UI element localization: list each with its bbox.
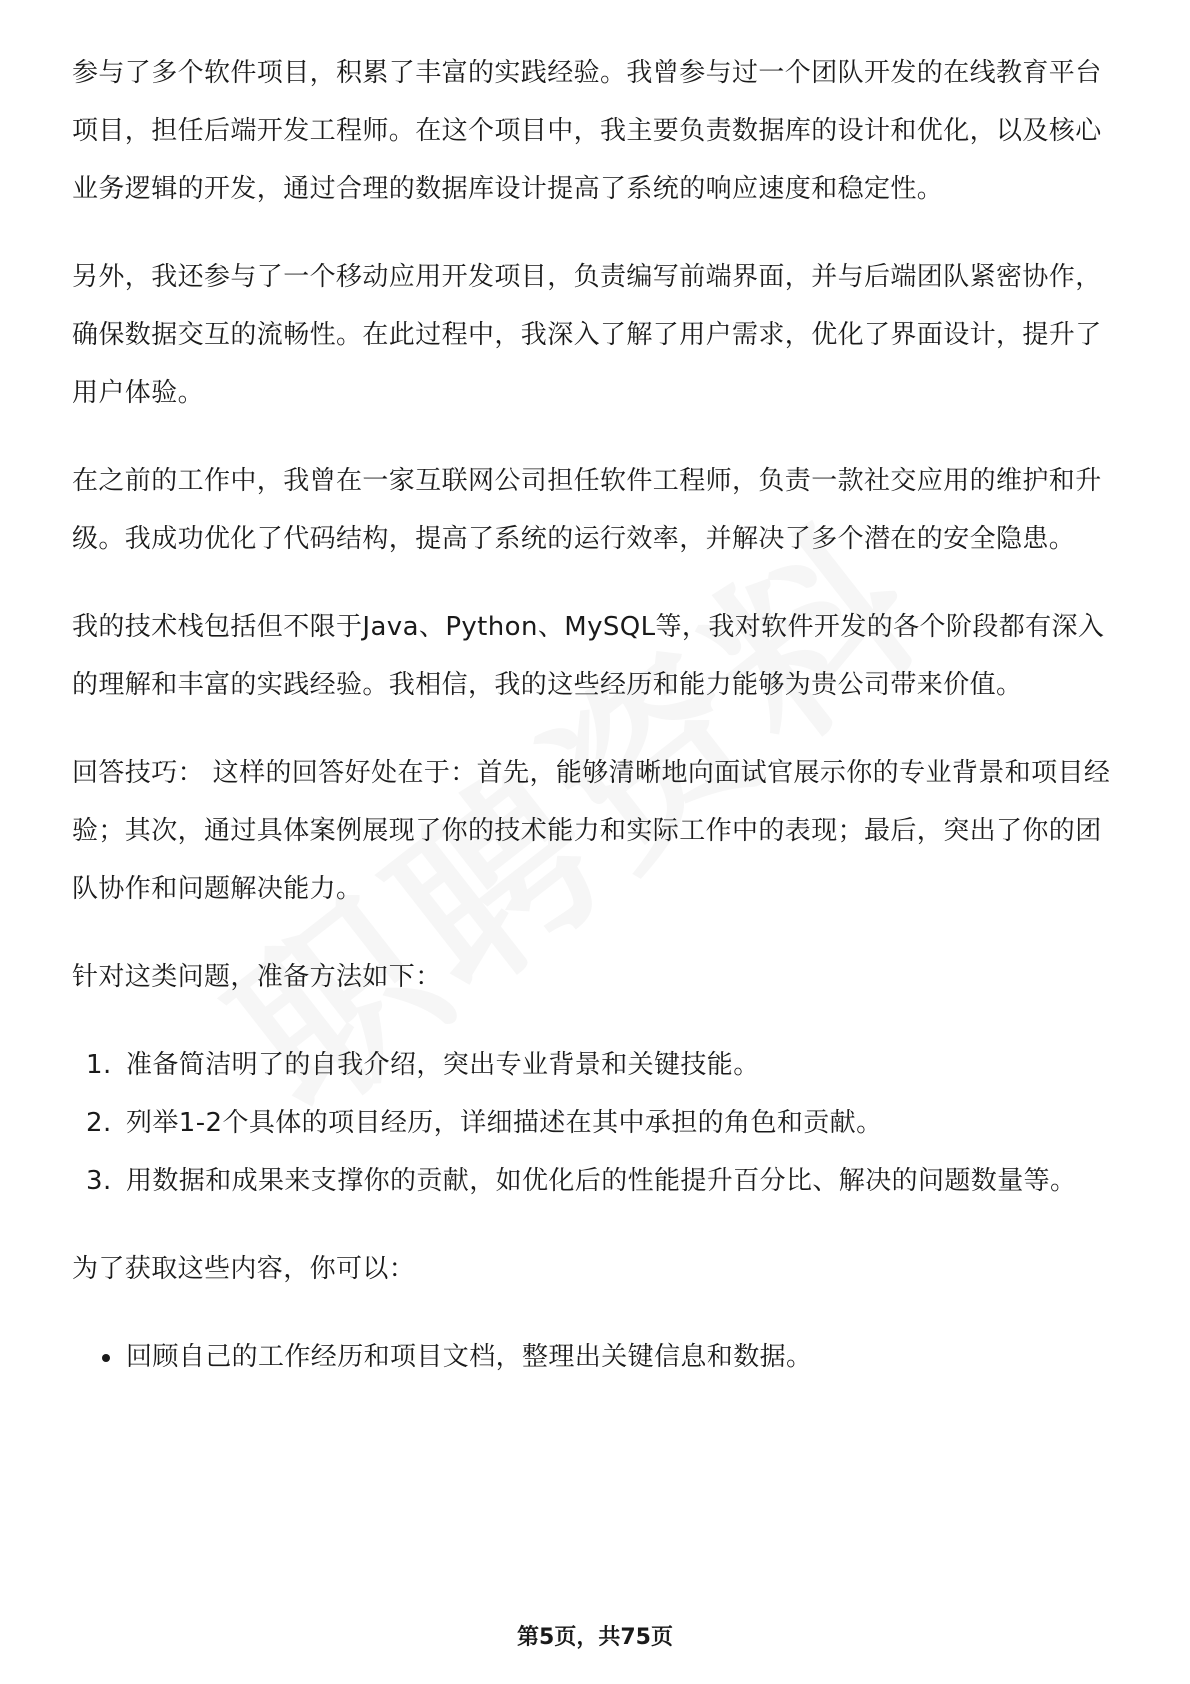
document-body <box>72 44 1122 1416</box>
list-number: 1. <box>86 1050 112 1080</box>
list-number: 2. <box>86 1108 112 1138</box>
list-number: 3. <box>86 1166 112 1196</box>
bullet-icon <box>102 1354 110 1362</box>
paragraph: 我的技术栈包括但不限于Java、Python、MySQL等，我对软件开发的各个阶段都有深入的理解和丰富的实践经验。我相信，我的这些经历和能力能够为贵公司带来价值。 <box>72 612 1105 700</box>
paragraph: 另外，我还参与了一个移动应用开发项目，负责编写前端界面，并与后端团队紧密协作，确保数据交互的流畅性。在此过程中，我深入了解了用户需求，优化了界面设计，提升了用户体验。 <box>72 262 1102 408</box>
numbered-list <box>72 1036 1122 1210</box>
bullet-list <box>72 1328 1122 1386</box>
list-item-text: 准备简洁明了的自我介绍，突出专业背景和关键技能。 <box>126 1050 760 1080</box>
page-footer: 第5页，共75页 <box>517 1625 673 1650</box>
paragraph: 在之前的工作中，我曾在一家互联网公司担任软件工程师，负责一款社交应用的维护和升级。我成功优化了代码结构，提高了系统的运行效率，并解决了多个潜在的安全隐患。 <box>72 466 1102 554</box>
paragraph: 回答技巧： 这样的回答好处在于：首先，能够清晰地向面试官展示你的专业背景和项目经验；其次，通过具体案例展现了你的技术能力和实际工作中的表现；最后，突出了你的团队协作和问题解决能力。 <box>72 758 1111 904</box>
paragraph: 为了获取这些内容，你可以： <box>72 1254 416 1284</box>
list-item <box>72 1094 1122 1152</box>
list-item <box>72 1328 1122 1386</box>
list-item-text: 用数据和成果来支撑你的贡献，如优化后的性能提升百分比、解决的问题数量等。 <box>126 1166 1077 1196</box>
list-item <box>72 1152 1122 1210</box>
list-item-text: 回顾自己的工作经历和项目文档，整理出关键信息和数据。 <box>126 1342 813 1372</box>
paragraph: 针对这类问题，准备方法如下： <box>72 962 442 992</box>
paragraph: 参与了多个软件项目，积累了丰富的实践经验。我曾参与过一个团队开发的在线教育平台项目，担任后端开发工程师。在这个项目中，我主要负责数据库的设计和优化，以及核心业务逻辑的开发，通过合理的数据库设计提高了系统的响应速度和稳定性。 <box>72 58 1102 204</box>
list-item-text: 列举1-2个具体的项目经历，详细描述在其中承担的角色和贡献。 <box>126 1108 883 1138</box>
list-item <box>72 1036 1122 1094</box>
